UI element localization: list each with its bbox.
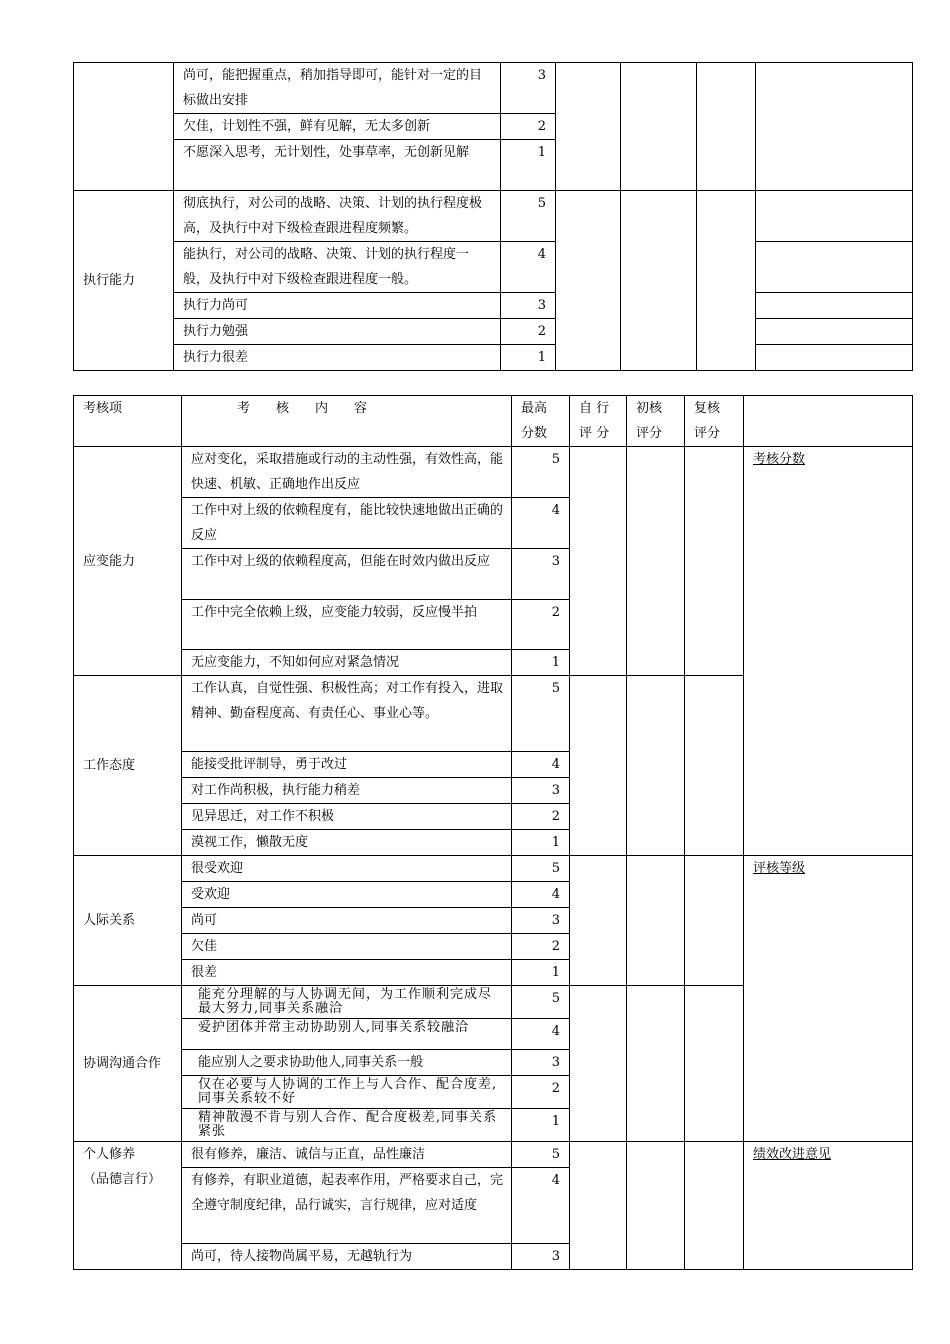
max-score: 2: [501, 114, 556, 140]
header-item: 考核项: [74, 396, 182, 447]
max-score: 4: [512, 498, 570, 549]
second-review-cell[interactable]: [685, 986, 744, 1142]
max-score: 1: [501, 140, 556, 191]
criteria-text: 能应别人之要求协助他人,同事关系一般: [182, 1050, 512, 1076]
criteria-text: 精神散漫不肯与别人合作、配合度极差,同事关系紧张: [182, 1109, 512, 1142]
criteria-text: 很差: [182, 960, 512, 986]
header-self-score: [570, 396, 627, 447]
criteria-text: 执行力很差: [174, 345, 501, 371]
header-review-line1: 复核: [694, 401, 721, 416]
self-score-cell[interactable]: [570, 986, 627, 1142]
evaluation-table-execution: [73, 62, 913, 371]
criteria-text: 能接受批评制导，勇于改过: [182, 752, 512, 778]
self-score-cell[interactable]: [570, 1142, 627, 1270]
criteria-text: 有修养，有职业道德，起表率作用，严格要求自己，完全遵守制度纪律，品行诚实，言行规律，应对适度: [182, 1168, 512, 1244]
remarks-cell: [756, 191, 913, 242]
self-score-cell[interactable]: [556, 191, 621, 371]
improvement-advice-label: 绩效改进意见: [744, 1142, 913, 1270]
first-review-cell[interactable]: [621, 63, 697, 191]
max-score: 5: [512, 986, 570, 1019]
max-score: 5: [512, 447, 570, 498]
criteria-text: 受欢迎: [182, 882, 512, 908]
header-max-score-line2: 分数: [521, 426, 548, 441]
max-score: 3: [501, 63, 556, 114]
remarks-cell: [756, 319, 913, 345]
header-review-line2: 评分: [694, 426, 721, 441]
header-max-score: [512, 396, 570, 447]
criteria-text: 能充分理解的与人协调无间，为工作顺利完成尽最大努力,同事关系融洽: [182, 986, 512, 1019]
max-score: 2: [512, 600, 570, 650]
criteria-text: 漠视工作，懒散无度: [182, 830, 512, 856]
criteria-text: 工作中完全依赖上级，应变能力较弱，反应慢半拍: [182, 600, 512, 650]
category-label-character-line1: 个人修养: [83, 1147, 136, 1162]
max-score: 3: [512, 908, 570, 934]
criteria-text: 工作认真，自觉性强、积极性高；对工作有投入，进取精神、勤奋程度高、有责任心、事业心等。: [182, 676, 512, 752]
criteria-text: 执行力尚可: [174, 293, 501, 319]
category-label-character-line2: （品德言行）: [83, 1172, 162, 1187]
header-first-line2: 评分: [636, 426, 663, 441]
criteria-text: 尚可，能把握重点，稍加指导即可，能针对一定的目标做出安排: [174, 63, 501, 114]
category-label-relationships: 人际关系: [74, 856, 182, 986]
max-score: 5: [512, 1142, 570, 1168]
criteria-text: 很有修养，廉洁、诚信与正直，品性廉洁: [182, 1142, 512, 1168]
criteria-text: 能执行，对公司的战略、决策、计划的执行程度一般，及执行中对下级检查跟进程度一般。: [174, 242, 501, 293]
second-review-cell[interactable]: [685, 1142, 744, 1270]
category-cell-empty: [74, 63, 174, 191]
remarks-cell: [756, 63, 913, 191]
first-review-cell[interactable]: [627, 1142, 685, 1270]
criteria-text: 欠佳: [182, 934, 512, 960]
max-score: 4: [512, 882, 570, 908]
second-review-cell[interactable]: [685, 676, 744, 856]
max-score: 5: [501, 191, 556, 242]
self-score-cell[interactable]: [570, 447, 627, 676]
criteria-text: 应对变化，采取措施或行动的主动性强，有效性高，能快速、机敏、正确地作出反应: [182, 447, 512, 498]
max-score: 2: [512, 1076, 570, 1109]
criteria-text: 彻底执行，对公司的战略、决策、计划的执行程度极高，及执行中对下级检查跟进程度频繁。: [174, 191, 501, 242]
header-second-review: [685, 396, 744, 447]
max-score: 4: [501, 242, 556, 293]
criteria-text: 执行力勉强: [174, 319, 501, 345]
first-review-cell[interactable]: [627, 986, 685, 1142]
header-self-line1: 自 行: [579, 401, 610, 416]
category-label-execution: 执行能力: [74, 191, 174, 371]
max-score: 1: [501, 345, 556, 371]
max-score: 3: [512, 549, 570, 600]
max-score: 3: [512, 1050, 570, 1076]
max-score: 3: [512, 1244, 570, 1270]
second-review-cell[interactable]: [685, 447, 744, 676]
criteria-text: 对工作尚积极，执行能力稍差: [182, 778, 512, 804]
header-first-review: [627, 396, 685, 447]
category-label-character: [74, 1142, 182, 1270]
max-score: 4: [512, 1019, 570, 1050]
criteria-text: 很受欢迎: [182, 856, 512, 882]
criteria-text: 不愿深入思考，无计划性，处事草率，无创新见解: [174, 140, 501, 191]
max-score: 1: [512, 960, 570, 986]
header-first-line1: 初核: [636, 401, 663, 416]
max-score: 4: [512, 752, 570, 778]
max-score: 1: [512, 1109, 570, 1142]
first-review-cell[interactable]: [627, 676, 685, 856]
criteria-text: 爱护团体并常主动协助别人,同事关系较融洽: [182, 1019, 512, 1050]
remarks-cell: [756, 242, 913, 293]
criteria-text: 工作中对上级的依赖程度高，但能在时效内做出反应: [182, 549, 512, 600]
category-label-adaptability: 应变能力: [74, 447, 182, 676]
self-score-cell[interactable]: [556, 63, 621, 191]
assessment-score-label: 考核分数: [744, 447, 913, 856]
header-content: 考 核 内 容: [182, 396, 512, 447]
remarks-cell: [756, 345, 913, 371]
max-score: 1: [512, 830, 570, 856]
second-review-cell[interactable]: [685, 856, 744, 986]
max-score: 1: [512, 650, 570, 676]
first-review-cell[interactable]: [627, 447, 685, 676]
max-score: 2: [512, 934, 570, 960]
max-score: 3: [512, 778, 570, 804]
second-review-cell[interactable]: [697, 63, 756, 191]
first-review-cell[interactable]: [621, 191, 697, 371]
category-label-attitude: 工作态度: [74, 676, 182, 856]
criteria-text: 欠佳，计划性不强，鲜有见解，无太多创新: [174, 114, 501, 140]
criteria-text: 见异思迁，对工作不积极: [182, 804, 512, 830]
max-score: 4: [512, 1168, 570, 1244]
max-score: 2: [501, 319, 556, 345]
criteria-text: 无应变能力，不知如何应对紧急情况: [182, 650, 512, 676]
first-review-cell[interactable]: [627, 856, 685, 986]
header-remarks: [744, 396, 913, 447]
header-max-score-line1: 最高: [521, 401, 548, 416]
category-label-coordination: 协调沟通合作: [74, 986, 182, 1142]
criteria-text: 尚可，待人接物尚属平易，无越轨行为: [182, 1244, 512, 1270]
max-score: 3: [501, 293, 556, 319]
evaluation-table-main: [73, 395, 913, 1270]
criteria-text: 工作中对上级的依赖程度有，能比较快速地做出正确的反应: [182, 498, 512, 549]
max-score: 2: [512, 804, 570, 830]
remarks-cell: [756, 293, 913, 319]
criteria-text: 仅在必要与人协调的工作上与人合作、配合度差,同事关系较不好: [182, 1076, 512, 1109]
max-score: 5: [512, 676, 570, 752]
second-review-cell[interactable]: [697, 191, 756, 371]
self-score-cell[interactable]: [570, 856, 627, 986]
assessment-grade-label: 评核等级: [744, 856, 913, 1142]
criteria-text: 尚可: [182, 908, 512, 934]
max-score: 5: [512, 856, 570, 882]
header-self-line2: 评 分: [579, 426, 610, 441]
self-score-cell[interactable]: [570, 676, 627, 856]
